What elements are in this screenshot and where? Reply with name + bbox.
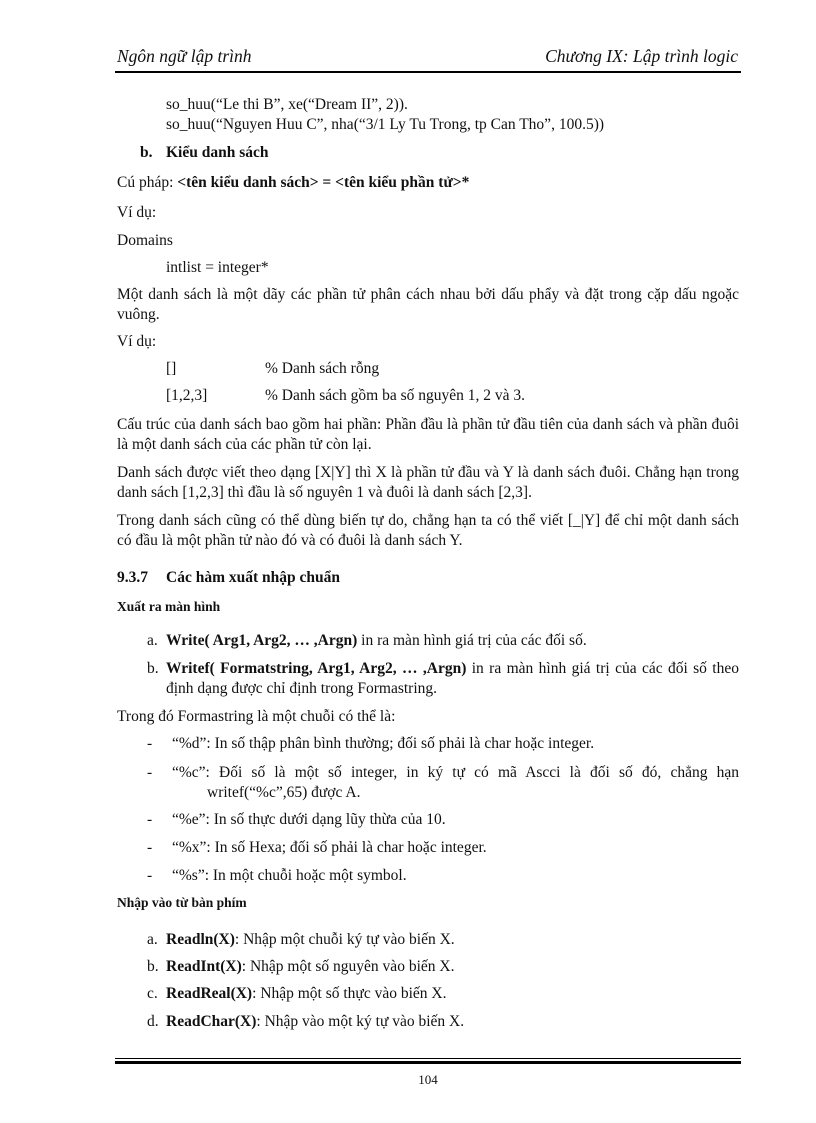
item-label: d. [147,1013,159,1030]
example-desc: % Danh sách rỗng [265,360,380,377]
list-item [166,631,587,650]
section-title: Các hàm xuất nhập chuẩn [166,569,340,586]
code-line: so_huu(“Le thi B”, xe(“Dream II”, 2)). [166,96,408,113]
format-item: “%c”: Đối số là một số integer, in ký tự có mã Ascci là đối số đó, chẳng hạn [172,764,739,781]
function-name: ReadChar(X) [166,1013,257,1030]
function-name: Write( Arg1, Arg2, … ,Argn) [166,632,358,649]
format-item-cont: writef(“%c”,65) được A. [207,784,361,801]
format-item: “%x”: In số Hexa; đối số phải là char hoặc integer. [172,839,487,856]
section-number: 9.3.7 [117,569,148,586]
dash-bullet: - [147,839,153,856]
subsection-title: Kiểu danh sách [166,144,269,161]
item-desc: in ra màn hình giá trị của các đối số. [357,632,587,649]
header-rule [115,71,741,73]
format-item: “%s”: In một chuỗi hoặc một symbol. [172,867,407,884]
code-line: intlist = integer* [166,259,269,276]
syntax-line [117,173,469,192]
paragraph: Danh sách được viết theo dạng [X|Y] thì X là phần tử đầu và Y là danh sách đuôi. Chẳng hạn trong danh sách [1,2,3] thì đầu là số nguyên 1 và đuôi là danh sách [2,3]. [117,464,739,501]
list-item [166,984,446,1003]
dash-bullet: - [147,764,153,781]
item-desc: : Nhập một số thực vào biến X. [252,985,447,1002]
dash-bullet: - [147,867,153,884]
code-line: Domains [117,232,173,249]
format-item: “%e”: In số thực dưới dạng lũy thừa của 10. [172,811,446,828]
function-name: Readln(X) [166,931,235,948]
item-desc: in ra màn hình giá trị của các đối số theo định dạng được chỉ định trong Formastring. [166,660,739,697]
subsection-label: b. [140,144,153,161]
function-name: ReadReal(X) [166,985,253,1002]
paragraph: Cấu trúc của danh sách bao gồm hai phần: Phần đầu là phần tử đầu tiên của danh sách và phần đuôi là một danh sách của các phần tử còn lại. [117,416,739,453]
subheading: Nhập vào từ bàn phím [117,895,247,910]
list-item [166,957,454,976]
example-code: [] [166,360,177,377]
example-desc: % Danh sách gồm ba số nguyên 1, 2 và 3. [265,387,526,404]
function-name: ReadInt(X) [166,958,242,975]
list-item [166,659,739,698]
header-chapter: Chương IX: Lập trình logic [545,46,738,66]
paragraph: Trong danh sách cũng có thể dùng biến tự do, chẳng hạn ta có thể viết [_|Y] để chỉ một danh sách có đầu là một phần tử nào đó và có đuôi là danh sách Y. [117,512,739,549]
item-label: a. [147,632,158,649]
list-item [166,930,455,949]
function-name: Writef( Formatstring, Arg1, Arg2, … ,Argn) [166,660,467,677]
item-label: b. [147,958,159,975]
example-label: Ví dụ: [117,333,157,350]
item-desc: : Nhập một chuỗi ký tự vào biến X. [234,931,455,948]
item-desc: : Nhập một số nguyên vào biến X. [241,958,455,975]
item-desc: : Nhập vào một ký tự vào biến X. [256,1013,465,1030]
footer-rule-thin [115,1058,741,1059]
format-item: “%d”: In số thập phân bình thường; đối số phải là char hoặc integer. [172,735,595,752]
item-label: c. [147,985,158,1002]
page-number: 104 [418,1072,438,1087]
dash-bullet: - [147,811,153,828]
dash-bullet: - [147,735,153,752]
paragraph: Trong đó Formastring là một chuỗi có thể là: [117,708,396,725]
example-code: [1,2,3] [166,387,208,404]
subheading: Xuất ra màn hình [117,599,221,614]
header-title: Ngôn ngữ lập trình [117,46,252,66]
footer-rule-thick [115,1061,741,1064]
list-item [166,1012,464,1031]
paragraph: Một danh sách là một dãy các phần tử phân cách nhau bởi dấu phẩy và đặt trong cặp dấu ngoặc vuông. [117,286,739,323]
syntax-rule: <tên kiểu danh sách> = <tên kiểu phần tử>* [177,174,470,191]
item-label: b. [147,660,159,677]
syntax-prefix: Cú pháp: [117,174,178,191]
item-label: a. [147,931,158,948]
code-line: so_huu(“Nguyen Huu C”, nha(“3/1 Ly Tu Trong, tp Can Tho”, 100.5)) [166,116,605,133]
example-label: Ví dụ: [117,204,157,221]
